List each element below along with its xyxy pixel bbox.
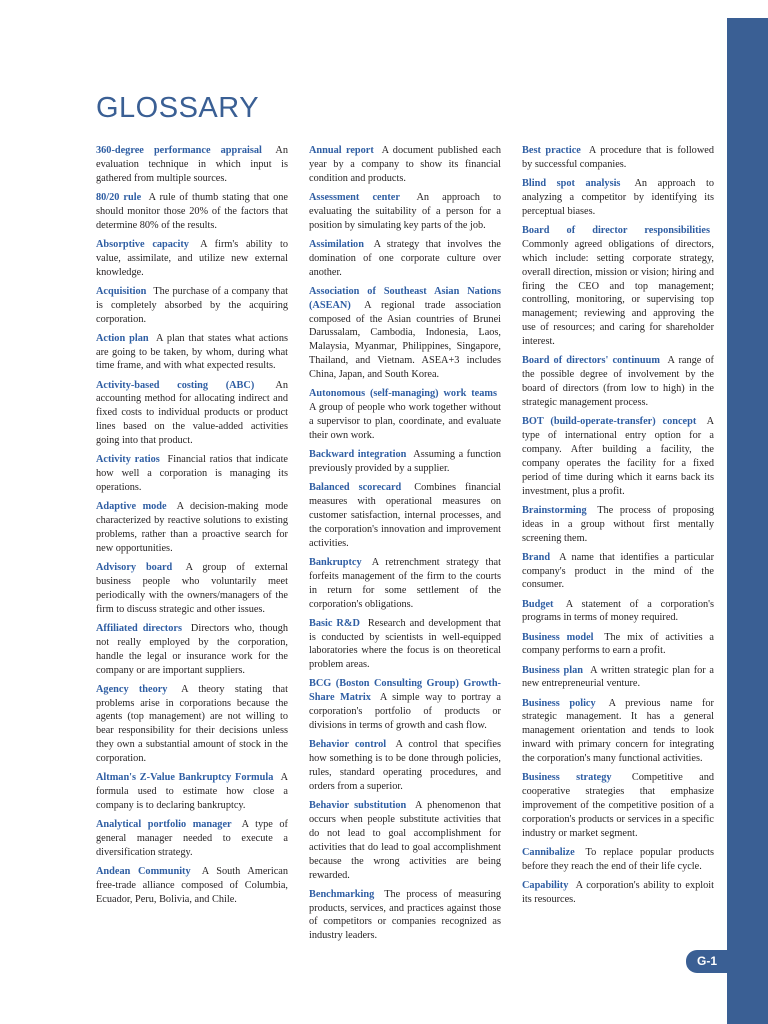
glossary-definition: Combines financial measures with operational measures on customer satisfaction, internal processes, and the corporation's innovation and improvement activities. (309, 482, 501, 549)
glossary-entry (522, 551, 714, 593)
glossary-entry (309, 191, 501, 233)
glossary-entry (96, 771, 288, 813)
glossary-definition: A regional trade association composed of the Asian countries of Brunei Darussalam, Cambodia, Indonesia, Laos, Malaysia, Myanmar, Philippines, Singapore, Thailand, and Vietnam. ASEA+3 includes China, Japan, and South Korea. (309, 299, 501, 381)
glossary-entry (309, 888, 501, 944)
glossary-definition: An approach to analyzing a competitor by identifying its perceptual biases. (522, 178, 714, 217)
glossary-term: Board of director responsibilities (522, 224, 710, 236)
glossary-entry (96, 332, 288, 374)
glossary-entry (522, 598, 714, 626)
glossary-column-3 (522, 144, 714, 912)
glossary-term: Business plan (522, 664, 583, 676)
glossary-term: Benchmarking (309, 888, 375, 900)
glossary-entry (522, 879, 714, 907)
glossary-definition: A group of people who work together without a supervisor to plan, coordinate, and evaluate their own work. (309, 402, 501, 441)
glossary-definition: A name that identifies a particular company's product in the mind of the consumer. (522, 551, 714, 591)
glossary-definition: A statement of a corporation's programs in terms of money required. (522, 598, 714, 624)
glossary-definition: A firm's ability to value, assimilate, and utilize new external knowledge. (96, 238, 288, 278)
glossary-term: Absorptive capacity (96, 238, 189, 250)
glossary-definition: A rule of thumb stating that one should monitor those 20% of the factors that determine 80% of the results. (96, 191, 288, 231)
glossary-entry (522, 664, 714, 692)
glossary-term: Board of directors' continuum (522, 355, 660, 367)
glossary-definition: An accounting method for allocating indirect and fixed costs to individual products or product lines based on the value-added activities going into that product. (96, 379, 288, 447)
glossary-term: Assimilation (309, 238, 364, 250)
page-title: GLOSSARY (96, 92, 260, 124)
glossary-term: Cannibalize (522, 846, 575, 858)
glossary-definition: A document published each year by a company to show its financial condition and products. (309, 145, 501, 184)
glossary-definition: A formula used to estimate how close a company is to declaring bankruptcy. (96, 772, 288, 812)
glossary-term: BOT (build-operate-transfer) concept (522, 416, 697, 428)
glossary-entry (96, 238, 288, 280)
glossary-entry (309, 285, 501, 382)
glossary-entry (309, 238, 501, 280)
glossary-term: Balanced scorecard (309, 482, 402, 494)
glossary-term: Best practice (522, 145, 581, 156)
glossary-definition: The mix of activities a company performs to earn a profit. (522, 631, 715, 657)
glossary-term: Business model (522, 631, 594, 643)
glossary-entry (309, 387, 501, 443)
glossary-term: 80/20 rule (96, 191, 142, 203)
glossary-entry (522, 771, 714, 841)
side-color-bar (727, 18, 768, 1024)
glossary-column-2 (309, 144, 501, 948)
glossary-definition: The process of proposing ideas in a group without first mentally screening them. (522, 504, 714, 544)
glossary-entry (522, 631, 714, 659)
glossary-term: Basic R&D (309, 617, 360, 629)
glossary-entry (96, 191, 288, 233)
glossary-entry (522, 354, 714, 410)
glossary-entry (96, 683, 288, 766)
glossary-entry (96, 865, 288, 907)
glossary-entry (522, 415, 714, 498)
glossary-entry (309, 677, 501, 733)
glossary-entry (309, 448, 501, 476)
glossary-entry (522, 224, 714, 349)
glossary-entry (96, 500, 288, 556)
glossary-entry (96, 622, 288, 678)
glossary-term: Agency theory (96, 683, 168, 695)
glossary-definition: A group of external business people who voluntarily meet periodically with the owners/managers of the firm to discuss strategic and other issues. (96, 561, 288, 615)
glossary-term: Analytical portfolio manager (96, 819, 232, 831)
glossary-term: Assessment center (309, 191, 400, 203)
glossary-entry (96, 285, 288, 327)
page-number-tab: G-1 (686, 950, 728, 973)
glossary-column-1 (96, 144, 288, 912)
glossary-entry (96, 561, 288, 617)
glossary-entry (96, 453, 288, 495)
glossary-term: Altman's Z-Value Bankruptcy Formula (96, 772, 274, 784)
glossary-term: Acquisition (96, 285, 147, 297)
glossary-term: Activity-based costing (ABC) (96, 379, 255, 391)
glossary-term: Budget (522, 598, 554, 610)
glossary-term: Business policy (522, 697, 596, 709)
glossary-entry (522, 697, 714, 767)
glossary-definition: Financial ratios that indicate how well a corporation is managing its operations. (96, 454, 288, 494)
glossary-entry (96, 379, 288, 449)
glossary-definition: An evaluation technique in which input is gathered from multiple sources. (96, 145, 288, 184)
glossary-term: Annual report (309, 145, 374, 156)
glossary-definition: A phenomenon that occurs when people substitute activities that do not lead to goal accomplishment for activities that do lead to goal accomplishment because the wrong activities are being rewarded. (309, 800, 501, 881)
glossary-term: Capability (522, 879, 569, 891)
glossary-entry (309, 617, 501, 673)
glossary-definition: Commonly agreed obligations of directors, which include: setting corporate strategy, overall direction, mission or vision; hiring and firing the CEO and top management; controlling, monitoring, or supervising top management; reviewing and approving the use of resources; and caring for shareholder interest. (522, 238, 714, 348)
glossary-term: BCG (Boston Consulting Group) Growth-Share Matrix (309, 678, 501, 704)
glossary-term: Backward integration (309, 449, 407, 461)
glossary-term: Bankruptcy (309, 556, 362, 568)
glossary-definition: A simple way to portray a corporation's portfolio of products or divisions in terms of growth and cash flow. (309, 692, 501, 732)
glossary-definition: A decision-making mode characterized by reactive solutions to existing problems, rather than a proactive search for new opportunities. (96, 501, 288, 554)
glossary-term: Behavior control (309, 739, 387, 751)
glossary-definition: A theory stating that problems arise in corporations because the agents (top management) are not willing to bear responsibility for their decisions unless they own a substantial amount of stock in the corporation. (96, 683, 288, 765)
glossary-term: Blind spot analysis (522, 178, 621, 189)
glossary-entry (309, 799, 501, 882)
glossary-entry (96, 144, 288, 186)
glossary-definition: Assuming a function previously provided by a supplier. (309, 449, 501, 474)
glossary-definition: The purchase of a company that is completely absorbed by the acquiring corporation. (96, 285, 288, 325)
glossary-term: Behavior substitution (309, 800, 407, 812)
glossary-entry (309, 738, 501, 794)
glossary-definition: A type of general manager needed to execute a diversification strategy. (96, 819, 288, 858)
glossary-term: Affiliated directors (96, 622, 182, 634)
glossary-term: Advisory board (96, 561, 173, 573)
glossary-definition: A written strategic plan for a new entrepreneurial venture. (522, 664, 714, 690)
glossary-definition: A range of the possible degree of involvement by the board of directors (from low to high) in the strategic management process. (522, 355, 714, 408)
glossary-term: Autonomous (self-managing) work teams (309, 388, 497, 400)
glossary-definition: A South American free-trade alliance composed of Columbia, Ecuador, Peru, Bolivia, and Chile. (96, 866, 289, 905)
glossary-definition: A plan that states what actions are going to be taken, by whom, during what time frame, and with what expected results. (96, 332, 288, 372)
glossary-term: Brainstorming (522, 504, 587, 516)
glossary-definition: A procedure that is followed by successful companies. (522, 145, 714, 170)
glossary-entry (522, 504, 714, 546)
glossary-definition: A corporation's ability to exploit its resources. (522, 879, 714, 905)
glossary-entry (309, 556, 501, 612)
glossary-entry (309, 481, 501, 551)
glossary-term: Brand (522, 551, 551, 563)
glossary-term: Association of Southeast Asian Nations (ASEAN) (309, 285, 501, 311)
glossary-term: 360-degree performance appraisal (96, 145, 262, 156)
glossary-definition: Research and development that is conducted by scientists in well-equipped laboratories where the focus is on theoretical problem areas. (309, 617, 502, 671)
glossary-term: Action plan (96, 332, 149, 344)
glossary-definition: A type of international entry option for a company. After building a facility, the company operates the facility for a fixed period of time during which it earns back its investment, plus a profit. (522, 416, 714, 497)
glossary-entry (309, 144, 501, 186)
glossary-definition: Directors who, though not really employed by the corporation, handle the legal or insurance work for the company or are important suppliers. (96, 622, 289, 676)
glossary-term: Business strategy (522, 772, 612, 784)
glossary-definition: A control that specifies how something is to be done through policies, rules, standard operating procedures, and orders from a superior. (309, 739, 501, 792)
glossary-term: Activity ratios (96, 454, 160, 466)
glossary-definition: Competitive and cooperative strategies that emphasize improvement of the competitive position of a corporation's products or services in a specific industry or market segment. (522, 772, 714, 839)
glossary-entry (522, 177, 714, 219)
glossary-entry (522, 144, 714, 172)
glossary-definition: To replace popular products before they reach the end of their life cycle. (522, 846, 715, 872)
glossary-entry (522, 846, 714, 874)
glossary-term: Andean Community (96, 866, 191, 878)
glossary-definition: An approach to evaluating the suitability of a person for a position by simulating key parts of the job. (309, 191, 501, 231)
glossary-definition: A previous name for strategic management. It has a general management orientation and tends to look inward with primary concern for integrating the corporation's many functional activities. (522, 697, 714, 765)
glossary-definition: A retrenchment strategy that forfeits management of the firm to the courts in return for some settlement of the corporation's obligations. (309, 556, 501, 610)
glossary-definition: A strategy that involves the domination of one corporate culture over another. (309, 238, 501, 278)
glossary-entry (96, 818, 288, 860)
glossary-definition: The process of measuring products, services, and practices against those of competitors or companies recognized as industry leaders. (309, 888, 501, 942)
glossary-term: Adaptive mode (96, 501, 167, 513)
